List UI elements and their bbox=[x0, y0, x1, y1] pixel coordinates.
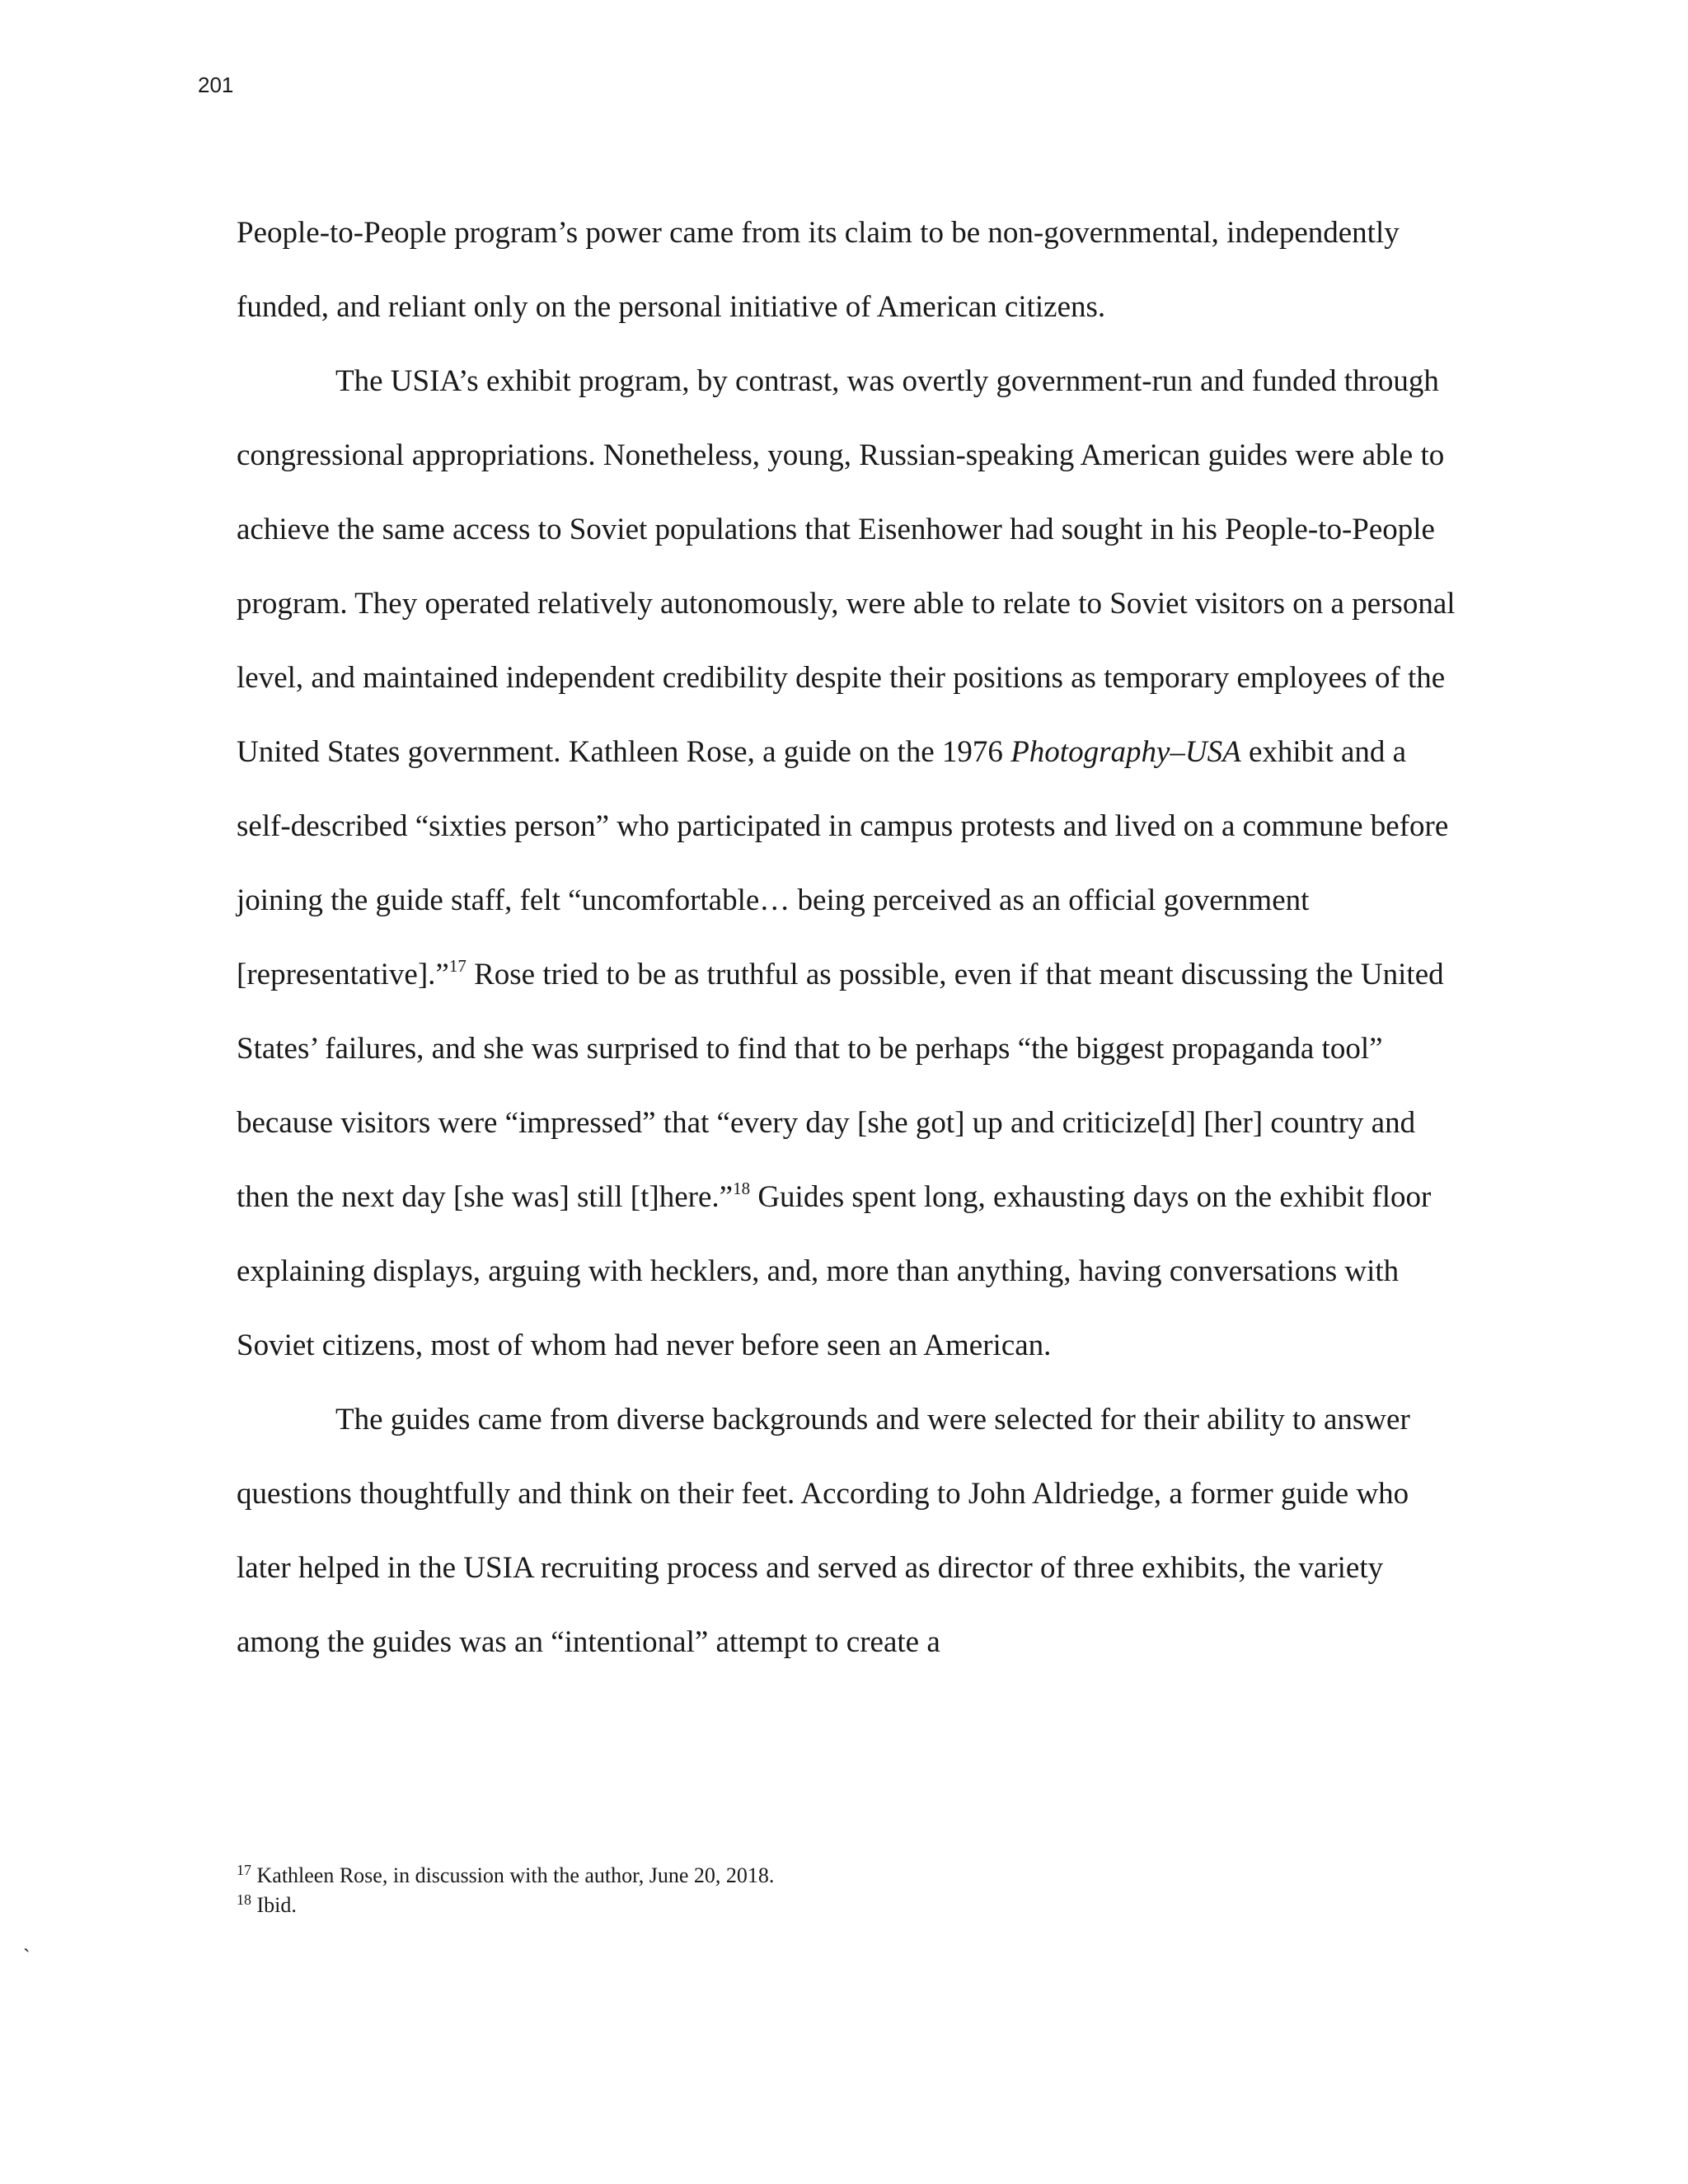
footnote-number: 18 bbox=[237, 1891, 251, 1908]
footnote-ref-18[interactable]: 18 bbox=[733, 1179, 751, 1198]
paragraph-2-text-b: exhibit and a self-described “sixties person” who participated in campus protests and lived on a commune before joining the guide staff, felt “uncomfortable… being perceived as an official government [representative].” bbox=[237, 735, 1449, 991]
footnotes bbox=[237, 1861, 774, 1920]
footnote-18 bbox=[237, 1891, 774, 1920]
paragraph-3: The guides came from diverse backgrounds and were selected for their ability to answer questions thoughtfully and think on their feet. According to John Aldriedge, a former guide who later helped in the USIA recruiting process and served as director of three exhibits, the variety among the guides was an “intentional” attempt to create a bbox=[237, 1403, 1410, 1659]
paragraph-2-text-a: The USIA’s exhibit program, by contrast, was overtly government-run and funded through congressional appropriations. Nonetheless, young, Russian-speaking American guides were able to achieve the same access to Soviet populations that Eisenhower had sought in his People-to-People program. They operated relatively autonomously, were able to relate to Soviet visitors on a personal level, and maintained independent credibility despite their positions as temporary employees of the United States government. Kathleen Rose, a guide on the 1976 bbox=[237, 364, 1456, 769]
footnote-17 bbox=[237, 1861, 774, 1891]
page-number: 201 bbox=[198, 73, 234, 97]
footnote-ref-17[interactable]: 17 bbox=[448, 956, 467, 976]
stray-mark: ` bbox=[23, 1945, 30, 1969]
paragraph-2-text-c: Rose tried to be as truthful as possible, even if that meant discussing the United States’ failures, and she was surprised to find that to be perhaps “the biggest propaganda tool” because visitors were “impressed” that “every day [she got] up and criticize[d] [her] country and then the next day [she was] still [t]here.” bbox=[237, 958, 1444, 1214]
footnote-number: 17 bbox=[237, 1862, 251, 1878]
footnote-text: Ibid. bbox=[256, 1893, 297, 1917]
exhibit-title: Photography–USA bbox=[1010, 735, 1241, 769]
footnote-text: Kathleen Rose, in discussion with the author, June 20, 2018. bbox=[256, 1863, 775, 1887]
paragraph-2-text-d: Guides spent long, exhausting days on the exhibit floor explaining displays, arguing with hecklers, and, more than anything, having conversations with Soviet citizens, most of whom had never before seen an American. bbox=[237, 1180, 1432, 1362]
body-text bbox=[237, 196, 1456, 1680]
paragraph-1: People-to-People program’s power came from its claim to be non-governmental, independently funded, and reliant only on the personal initiative of American citizens. bbox=[237, 216, 1400, 324]
paragraph-2 bbox=[237, 344, 1456, 1383]
